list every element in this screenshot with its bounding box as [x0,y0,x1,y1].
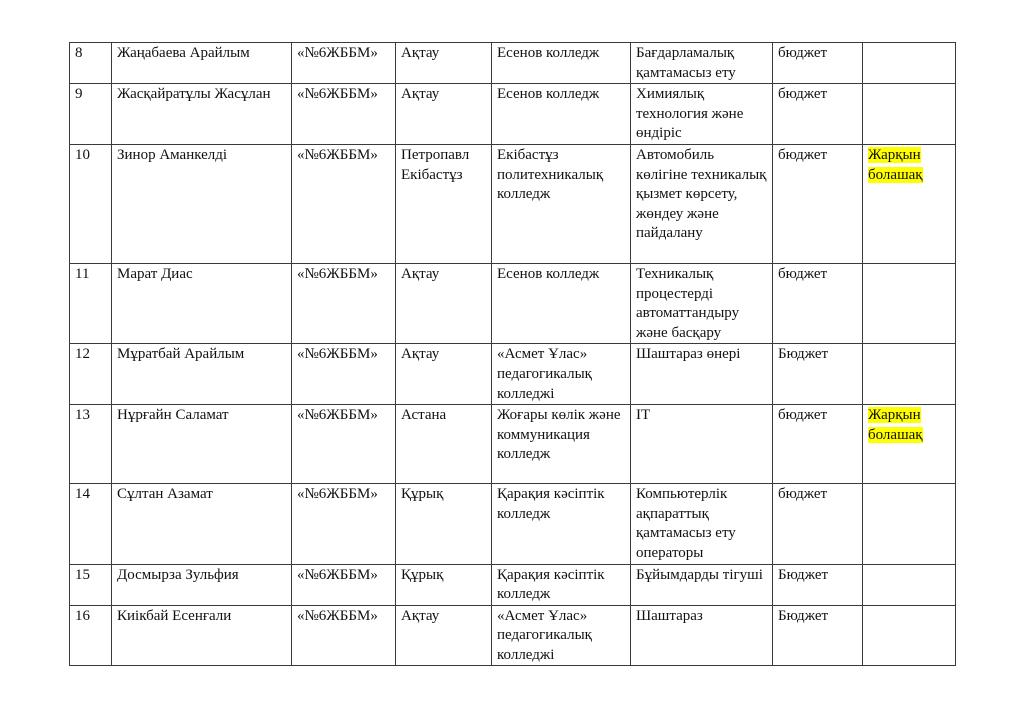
funding: бюджет [773,84,863,145]
row-number: 14 [70,484,112,564]
table-row [70,144,956,263]
student-name: Киікбай Есенғали [112,605,292,666]
school: «№6ЖББМ» [292,144,396,263]
row-number: 9 [70,84,112,145]
table-row [70,484,956,564]
funding: Бюджет [773,564,863,605]
college: «Асмет Ұлас» педагогикалық колледжі [492,344,631,405]
note-text: Жарқын болашақ [868,407,923,443]
row-number: 12 [70,344,112,405]
specialty: Компьютерлік ақпараттық қамтамасыз ету операторы [631,484,773,564]
note [863,564,956,605]
college: Есенов колледж [492,84,631,145]
row-number: 8 [70,43,112,84]
student-name: Марат Диас [112,263,292,343]
note-text: Жарқын болашақ [868,146,923,183]
funding: бюджет [773,484,863,564]
college: «Асмет Ұлас» педагогикалық колледжі [492,605,631,666]
note [863,484,956,564]
school: «№6ЖББМ» [292,344,396,405]
row-number: 13 [70,405,112,484]
specialty: Химиялық технология және өндіріс [631,84,773,145]
table-row [70,263,956,343]
table-row [70,564,956,605]
school: «№6ЖББМ» [292,605,396,666]
specialty: Бағдарламалық қамтамасыз ету [631,43,773,84]
student-name: Сұлтан Азамат [112,484,292,564]
student-name: Мұратбай Арайлым [112,344,292,405]
school: «№6ЖББМ» [292,84,396,145]
note [863,605,956,666]
funding: Бюджет [773,605,863,666]
note [863,144,956,263]
table-row [70,405,956,484]
city: Петропавл Екібастұз [396,144,492,263]
note [863,405,956,484]
college: Қарақия кәсіптік колледж [492,484,631,564]
school: «№6ЖББМ» [292,263,396,343]
table-row [70,43,956,84]
school: «№6ЖББМ» [292,405,396,484]
specialty: Техникалық процестерді автоматтандыру және басқару [631,263,773,343]
funding: Бюджет [773,344,863,405]
row-number: 16 [70,605,112,666]
school: «№6ЖББМ» [292,43,396,84]
students-table [69,42,956,666]
city: Астана [396,405,492,484]
college: Қарақия кәсіптік колледж [492,564,631,605]
school: «№6ЖББМ» [292,484,396,564]
college: Жоғары көлік және коммуникация колледж [492,405,631,484]
college: Есенов колледж [492,263,631,343]
city: Ақтау [396,605,492,666]
row-number: 11 [70,263,112,343]
city: Ақтау [396,43,492,84]
note [863,263,956,343]
city: Құрық [396,484,492,564]
student-name: Жаңабаева Арайлым [112,43,292,84]
school: «№6ЖББМ» [292,564,396,605]
specialty: Автомобиль көлігіне техникалық қызмет көрсету, жөндеу және пайдалану [631,144,773,263]
funding: бюджет [773,405,863,484]
college: Екібастұз политехникалық колледж [492,144,631,263]
note [863,344,956,405]
note [863,84,956,145]
student-name: Жасқайратұлы Жасұлан [112,84,292,145]
student-name: Досмырза Зульфия [112,564,292,605]
specialty: Шаштараз [631,605,773,666]
specialty: Бұйымдарды тігуші [631,564,773,605]
college: Есенов колледж [492,43,631,84]
specialty: Шаштараз өнері [631,344,773,405]
city: Ақтау [396,84,492,145]
funding: бюджет [773,263,863,343]
student-name: Нұрғайн Саламат [112,405,292,484]
row-number: 10 [70,144,112,263]
specialty: IT [631,405,773,484]
table-row [70,344,956,405]
city: Ақтау [396,263,492,343]
table-row [70,605,956,666]
funding: бюджет [773,144,863,263]
funding: бюджет [773,43,863,84]
note [863,43,956,84]
table-row [70,84,956,145]
student-name: Зинор Аманкелді [112,144,292,263]
city: Ақтау [396,344,492,405]
row-number: 15 [70,564,112,605]
city: Құрық [396,564,492,605]
